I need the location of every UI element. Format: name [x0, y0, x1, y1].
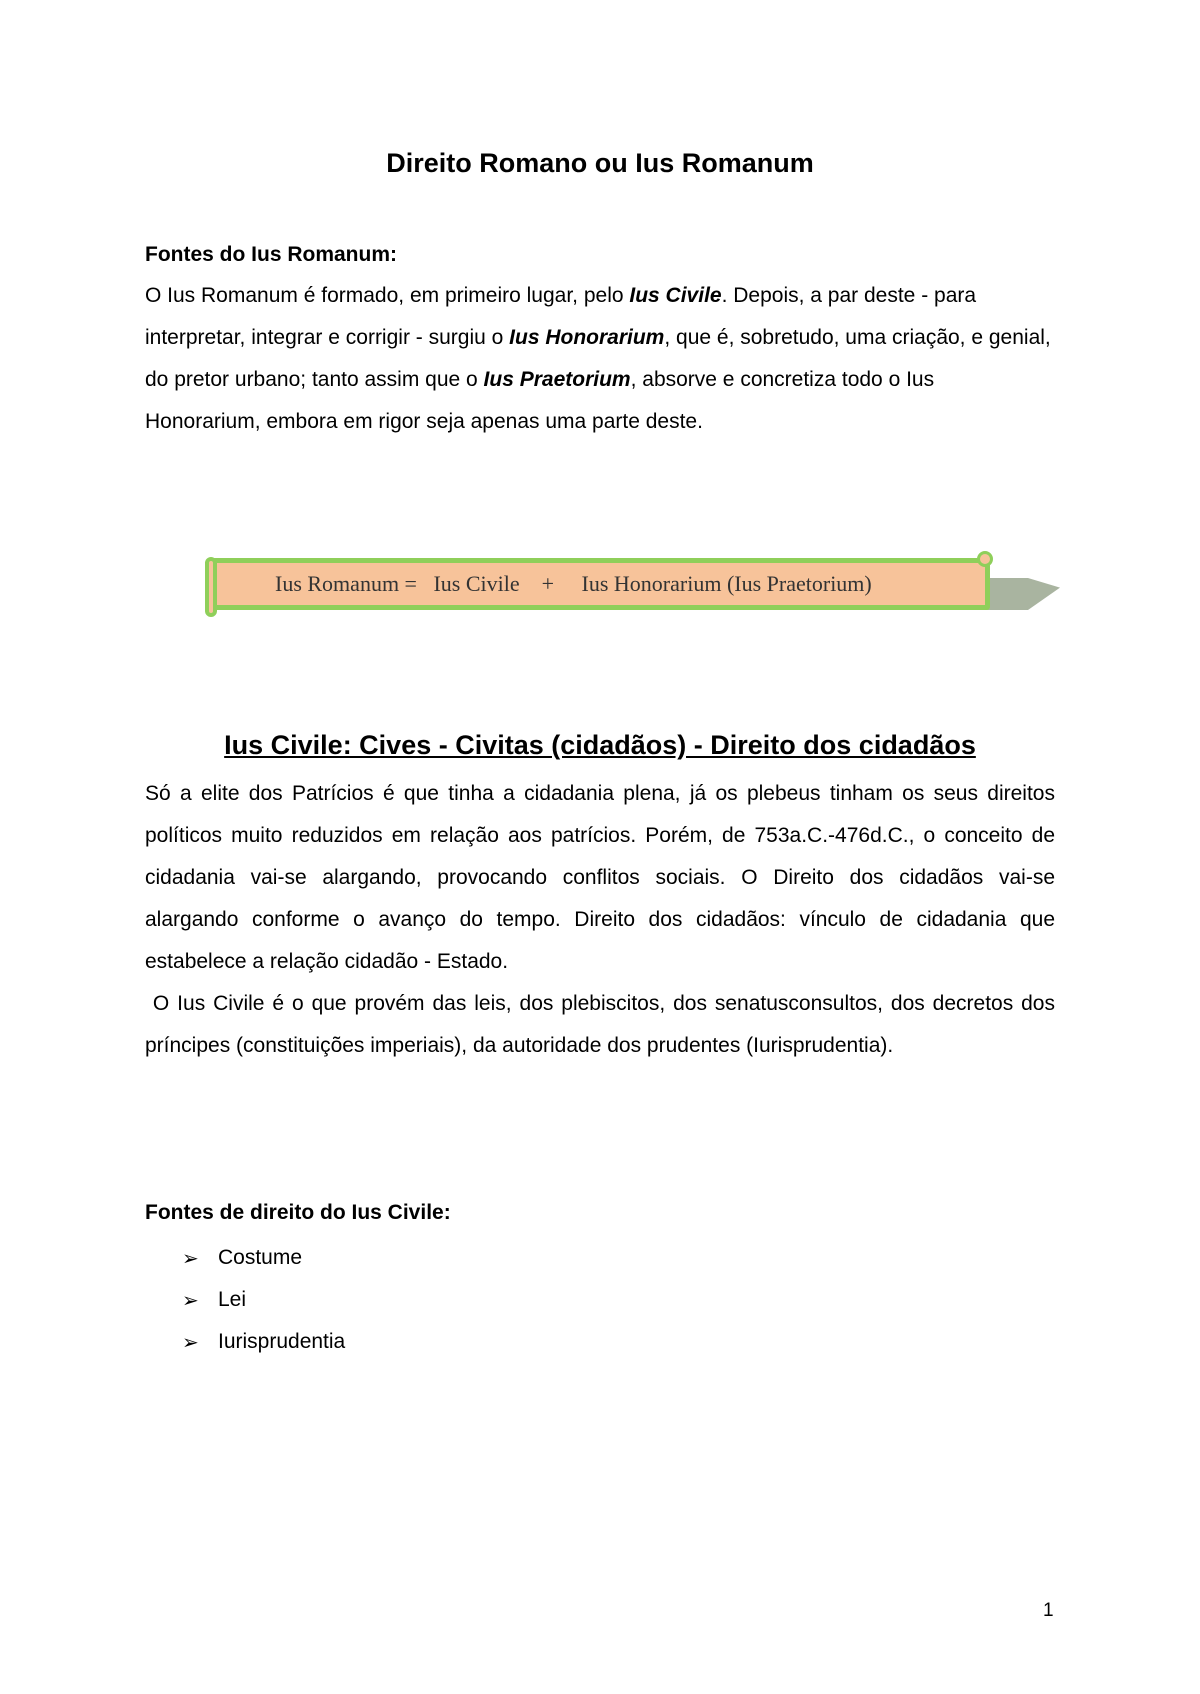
banner-formula-text: Ius Romanum = Ius Civile + Ius Honorarium (Ius Praetorium)	[275, 571, 872, 596]
paragraph-cidadania: Só a elite dos Patrícios é que tinha a cidadania plena, já os plebeus tinham os seus direitos políticos muito reduzidos em relação aos patrícios. Porém, de 753a.C.-476d.C., o conceito de cidadania vai-se alargando, provocando conflitos sociais. O Direito dos cidadãos vai-se alargando conforme o avanço do tempo. Direito dos cidadãos: vínculo de cidadania que estabelece a relação cidadão - Estado.	[145, 782, 1055, 973]
text-run: , absorve e concretiza todo o Ius Honorarium, embora em rigor seja apenas uma parte deste.	[145, 368, 935, 433]
arrow-bullet-icon: ➢	[182, 1246, 199, 1270]
section-heading-fontes: Fontes do Ius Romanum:	[145, 243, 397, 266]
term-ius-honorarium: Ius Honorarium	[509, 326, 665, 349]
paragraph-ius-civile: O Ius Civile é o que provém das leis, dos plebiscitos, dos senatusconsultos, dos decretos dos príncipes (constituições imperiais), da autoridade dos prudentes (Iurisprudentia).	[145, 992, 1061, 1057]
formula-banner	[200, 548, 1070, 628]
list-item-label: Iurisprudentia	[218, 1330, 346, 1353]
term-ius-praetorium: Ius Praetorium	[483, 368, 631, 391]
list-item-label: Costume	[218, 1246, 303, 1269]
banner-scroll	[210, 558, 990, 610]
section-heading-ius-civile: Ius Civile: Cives - Civitas (cidadãos) - Direito dos cidadãos	[224, 730, 976, 760]
scroll-roll-left	[205, 557, 217, 617]
page-number: 1	[1043, 1600, 1054, 1621]
section-heading-fontes-direito: Fontes de direito do Ius Civile:	[145, 1201, 451, 1224]
sources-list	[182, 1237, 345, 1363]
text-run: . Depois, a par deste - para interpretar, integrar e corrigir - surgiu o	[145, 284, 977, 349]
text-run: , que é, sobretudo, uma criação, e genial, do pretor urbano; tanto assim que o	[145, 326, 1051, 391]
paragraph-fontes	[145, 275, 1055, 443]
list-item-label: Lei	[218, 1288, 247, 1311]
list-item	[182, 1279, 345, 1321]
term-ius-civile: Ius Civile	[629, 284, 722, 307]
arrow-bullet-icon: ➢	[182, 1330, 199, 1354]
arrow-bullet-icon: ➢	[182, 1288, 199, 1312]
list-item	[182, 1321, 345, 1363]
document-title: Direito Romano ou Ius Romanum	[386, 148, 814, 178]
scroll-roll-right	[977, 551, 993, 567]
list-item	[182, 1237, 345, 1279]
text-run: O Ius Romanum é formado, em primeiro lugar, pelo	[145, 284, 630, 307]
